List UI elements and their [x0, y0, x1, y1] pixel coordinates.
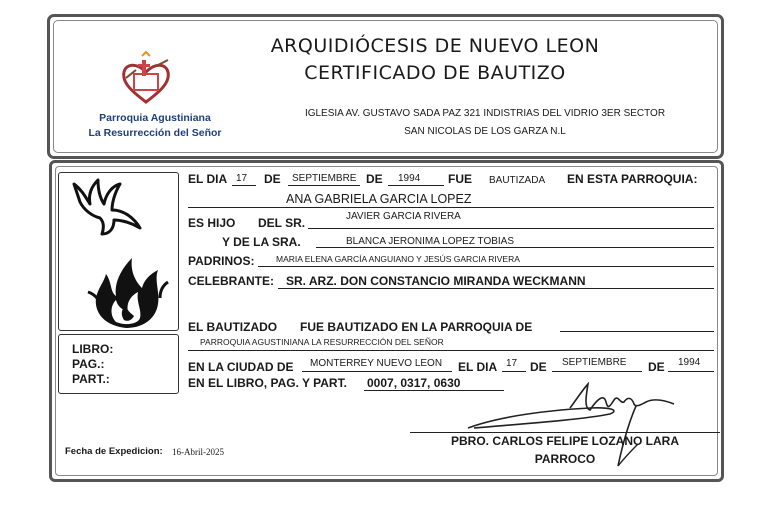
de-label-4: DE [648, 360, 665, 374]
signature-line [410, 432, 720, 433]
el-dia-label: EL DIA [188, 172, 228, 186]
certificate-title-line1: ARQUIDIÓCESIS DE NUEVO LEON [270, 35, 600, 57]
priest-name: PBRO. CARLOS FELIPE LOZANO LARA [451, 434, 679, 448]
celebrant-name: SR. ARZ. DON CONSTANCIO MIRANDA WECKMANN [286, 274, 586, 288]
el-bautizado-label: EL BAUTIZADO [188, 320, 278, 334]
mother-underline [316, 247, 714, 248]
issue-date-value: 16-Abril-2025 [172, 447, 224, 457]
city-underline [302, 371, 452, 372]
en-el-libro-label: EN EL LIBRO, PAG. Y PART. [188, 376, 347, 390]
padrinos-label: PADRINOS: [188, 254, 255, 268]
baptism-parish: PARROQUIA AGUSTINIANA LA RESURRECCIÓN DEL SEÑOR [200, 337, 444, 347]
day-underline [232, 185, 256, 186]
baptized-name: ANA GABRIELA GARCIA LOPEZ [286, 192, 472, 206]
baptism-year-2: 1994 [678, 357, 701, 368]
book-reference: 0007, 0317, 0630 [367, 376, 461, 390]
baptism-month-2: SEPTIEMBRE [562, 357, 627, 368]
en-la-ciudad-label: EN LA CIUDAD DE [188, 360, 294, 374]
year2-underline [668, 371, 714, 372]
es-hijo-label: ES HIJO [188, 216, 236, 230]
fue-label: FUE [448, 172, 472, 186]
priest-role: PARROCO [534, 452, 596, 466]
parish-underline-1 [560, 331, 714, 332]
parish-underline-2 [188, 350, 714, 351]
pag-label: PAG.: [72, 357, 105, 371]
celebrant-underline [278, 288, 714, 289]
church-address-line2: SAN NICOLAS DE LOS GARZA N.L [404, 126, 566, 137]
dove-icon [68, 176, 148, 238]
parish-name-line2: La Resurrección del Señor [88, 127, 222, 139]
godparents-names: MARIA ELENA GARCÍA ANGUIANO Y JESÚS GARCIA RIVERA [276, 254, 520, 264]
mother-name: BLANCA JERONIMA LOPEZ TOBIAS [346, 236, 515, 247]
de-label-2: DE [366, 172, 383, 186]
city-name: MONTERREY NUEVO LEON [310, 358, 443, 369]
baptism-status: BAUTIZADA [489, 175, 546, 186]
del-sr-label: DEL SR. [258, 216, 306, 230]
flame-icon [86, 252, 170, 330]
de-label-3: DE [530, 360, 547, 374]
name-underline [188, 207, 714, 208]
baptism-month: SEPTIEMBRE [292, 173, 357, 184]
issue-date-label: Fecha de Expedicion: [65, 446, 163, 457]
fue-bautizado-label: FUE BAUTIZADO EN LA PARROQUIA DE [300, 320, 533, 334]
part-label: PART.: [72, 372, 110, 386]
month2-underline [552, 371, 642, 372]
church-address-line1: IGLESIA AV. GUSTAVO SADA PAZ 321 INDISTRIAS DEL VIDRIO 3ER SECTOR [304, 108, 666, 119]
church-heart-logo-icon [116, 50, 176, 110]
day2-underline [502, 371, 526, 372]
month-underline [288, 185, 360, 186]
father-underline [308, 228, 714, 229]
libro-label: LIBRO: [72, 342, 114, 356]
de-label-1: DE [264, 172, 281, 186]
father-name: JAVIER GARCIA RIVERA [346, 211, 461, 222]
el-dia-label-2: EL DIA [458, 360, 498, 374]
baptism-day: 17 [236, 173, 248, 184]
godparents-underline [258, 266, 714, 267]
parish-name-line1: Parroquia Agustiniana [99, 112, 211, 124]
baptism-day-2: 17 [506, 358, 518, 369]
celebrante-label: CELEBRANTE: [188, 274, 274, 288]
certificate-title-line2: CERTIFICADO DE BAUTIZO [304, 62, 566, 84]
year-underline [388, 185, 444, 186]
en-esta-parroquia-label: EN ESTA PARROQUIA: [567, 172, 698, 186]
baptism-year: 1994 [398, 173, 421, 184]
y-de-la-sra-label: Y DE LA SRA. [222, 235, 301, 249]
